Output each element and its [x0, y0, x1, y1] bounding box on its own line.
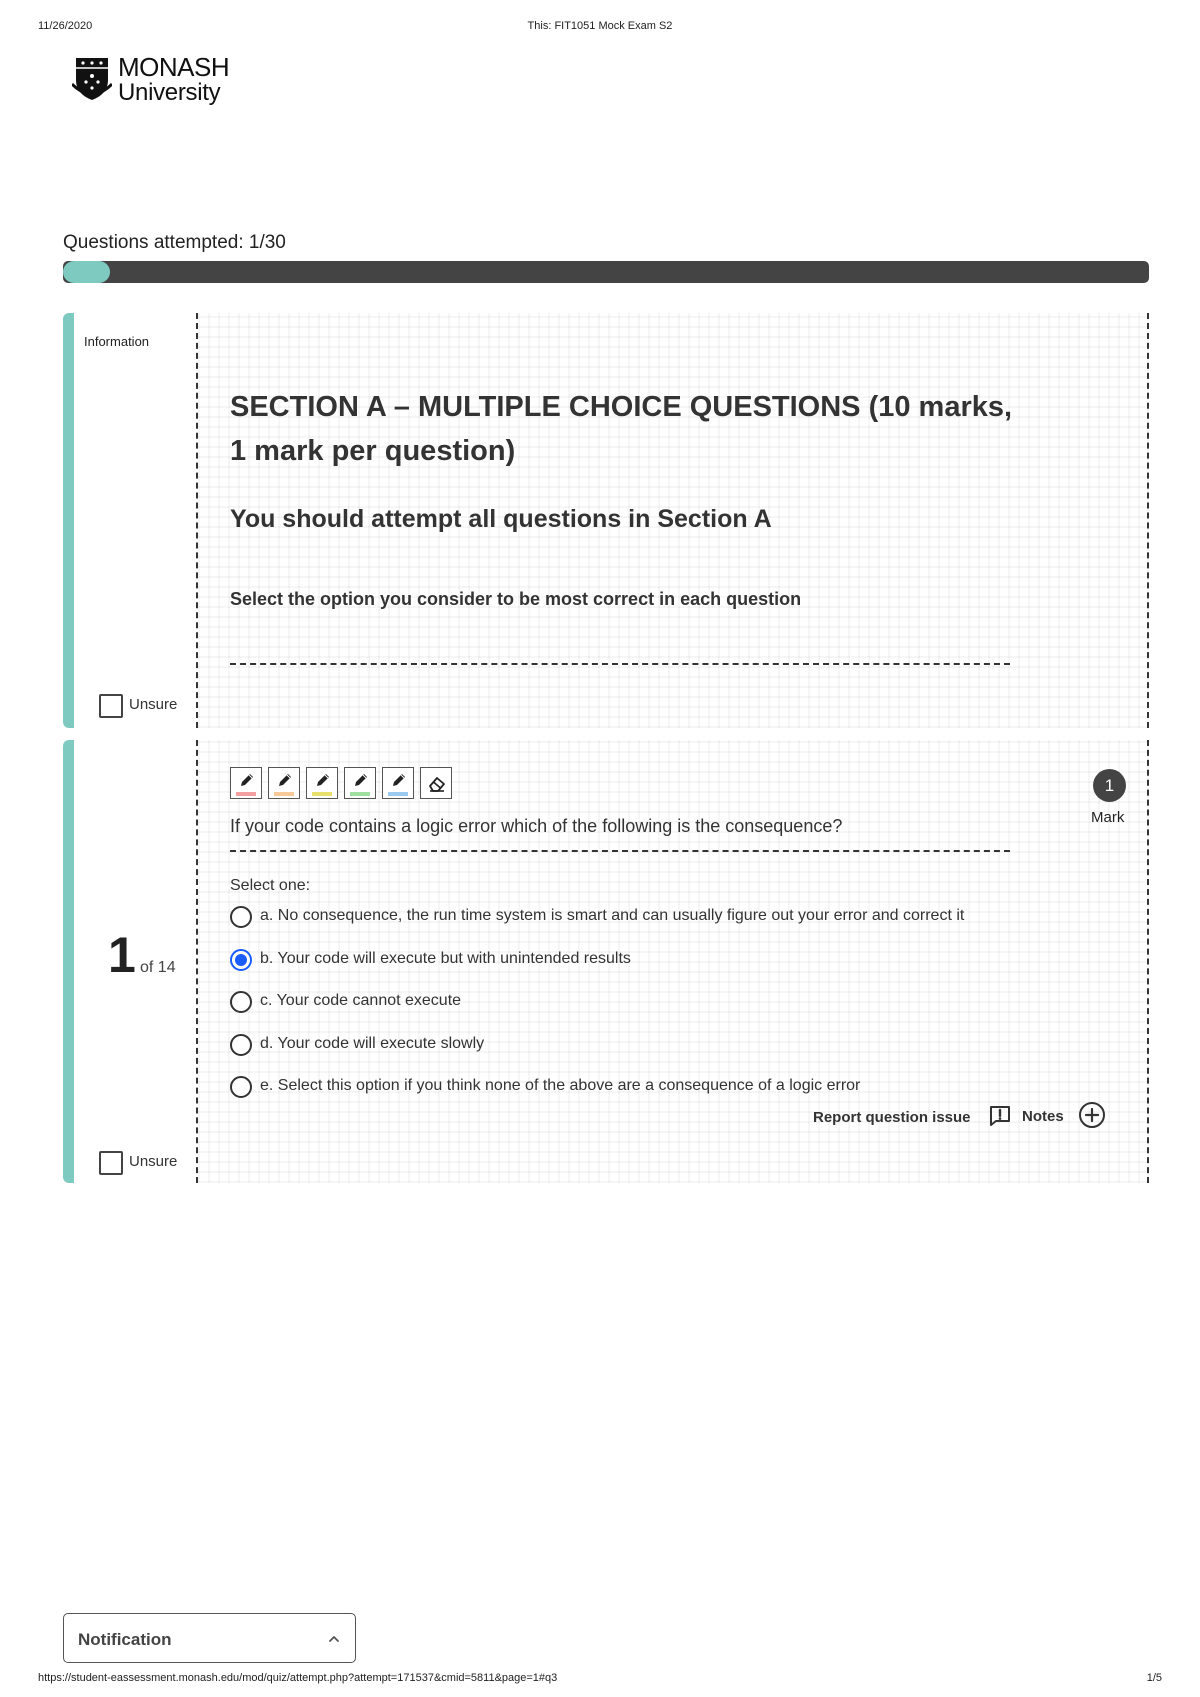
questions-attempted-label: Questions attempted: 1/30: [63, 232, 286, 253]
block-accent-bar: [63, 313, 74, 728]
pen-green-tool-button[interactable]: [344, 767, 376, 799]
unsure-label: Unsure: [129, 696, 178, 713]
logo-wordmark-line1: MONASH: [118, 52, 230, 82]
question-content: [196, 740, 1149, 1183]
mark-badge: 1: [1093, 769, 1126, 802]
progress-bar-knob: [88, 261, 110, 283]
information-label: Information: [84, 334, 150, 349]
tool-color-swatch: [388, 792, 408, 796]
section-title: SECTION A – MULTIPLE CHOICE QUESTIONS (10 marks, 1 mark per question): [230, 391, 1013, 467]
unsure-label: Unsure: [129, 1153, 178, 1170]
tool-color-swatch: [274, 792, 294, 796]
section-instruction: Select the option you consider to be most correct in each question: [230, 589, 802, 609]
information-content: [196, 313, 1149, 728]
radio-icon[interactable]: [230, 1034, 252, 1056]
radio-icon[interactable]: [230, 906, 252, 928]
section-subtitle: You should attempt all questions in Section A: [230, 505, 772, 533]
report-flag-icon[interactable]: [988, 1104, 1012, 1128]
progress-bar: [63, 261, 1149, 283]
print-footer: [0, 1672, 1200, 1688]
pen-yellow-icon: [314, 771, 332, 789]
pen-yellow-tool-button[interactable]: [306, 767, 338, 799]
question-block: [63, 740, 1149, 1183]
notes-button[interactable]: Notes: [1022, 1108, 1064, 1125]
select-one-label: Select one:: [230, 877, 311, 894]
radio-icon[interactable]: [230, 991, 252, 1013]
question-divider: [230, 850, 1010, 852]
print-date: 11/26/2020: [38, 20, 93, 32]
pen-blue-tool-button[interactable]: [382, 767, 414, 799]
eraser-tool-button[interactable]: [420, 767, 452, 799]
mark-label: Mark: [1091, 809, 1125, 826]
tool-color-swatch: [350, 792, 370, 796]
chevron-up-icon[interactable]: [328, 1634, 340, 1644]
tool-color-swatch: [312, 792, 332, 796]
question-number: 1: [108, 927, 136, 983]
block-accent-bar: [63, 740, 74, 1183]
answer-option-label: a. No consequence, the run time system is smart and can usually figure out your error and correct it: [260, 907, 965, 924]
pen-orange-icon: [276, 771, 294, 789]
radio-selected-icon[interactable]: [230, 949, 252, 971]
eraser-icon: [428, 774, 446, 792]
answer-option-label: c. Your code cannot execute: [260, 992, 462, 1009]
tool-color-swatch: [236, 792, 256, 796]
information-block: [63, 313, 1149, 728]
section-divider: [230, 663, 1010, 665]
answer-option-label: e. Select this option if you think none of the above are a consequence of a logic error: [260, 1077, 861, 1094]
report-question-issue-link[interactable]: Report question issue: [813, 1109, 971, 1126]
monash-logo: [72, 54, 252, 106]
radio-icon[interactable]: [230, 1076, 252, 1098]
pen-orange-tool-button[interactable]: [268, 767, 300, 799]
question-text: If your code contains a logic error which of the following is the consequence?: [230, 816, 843, 836]
answer-option-label: d. Your code will execute slowly: [260, 1034, 485, 1052]
pen-blue-icon: [390, 771, 408, 789]
pen-green-icon: [352, 771, 370, 789]
logo-wordmark-line2: University: [118, 79, 221, 106]
notification-panel[interactable]: [63, 1613, 356, 1663]
add-note-icon[interactable]: [1078, 1101, 1106, 1129]
print-url: https://student-eassessment.monash.edu/mod/quiz/attempt.php?attempt=171537&cmid=5811&page=1#q3: [38, 1672, 558, 1684]
answer-option-label: b. Your code will execute but with unintended results: [260, 949, 631, 967]
monash-crest-icon: [72, 54, 112, 102]
notification-label: Notification: [78, 1630, 172, 1649]
print-page-number: 1/5: [1146, 1672, 1162, 1684]
print-header: [0, 20, 1200, 36]
pen-red-icon: [238, 771, 256, 789]
question-of-total: of 14: [140, 959, 176, 976]
checkbox-icon[interactable]: [99, 694, 123, 718]
information-sidebar: [74, 313, 197, 728]
print-title: This: FIT1051 Mock Exam S2: [527, 20, 673, 32]
checkbox-icon[interactable]: [99, 1151, 123, 1175]
pen-red-tool-button[interactable]: [230, 767, 262, 799]
question-sidebar: [74, 740, 197, 1183]
